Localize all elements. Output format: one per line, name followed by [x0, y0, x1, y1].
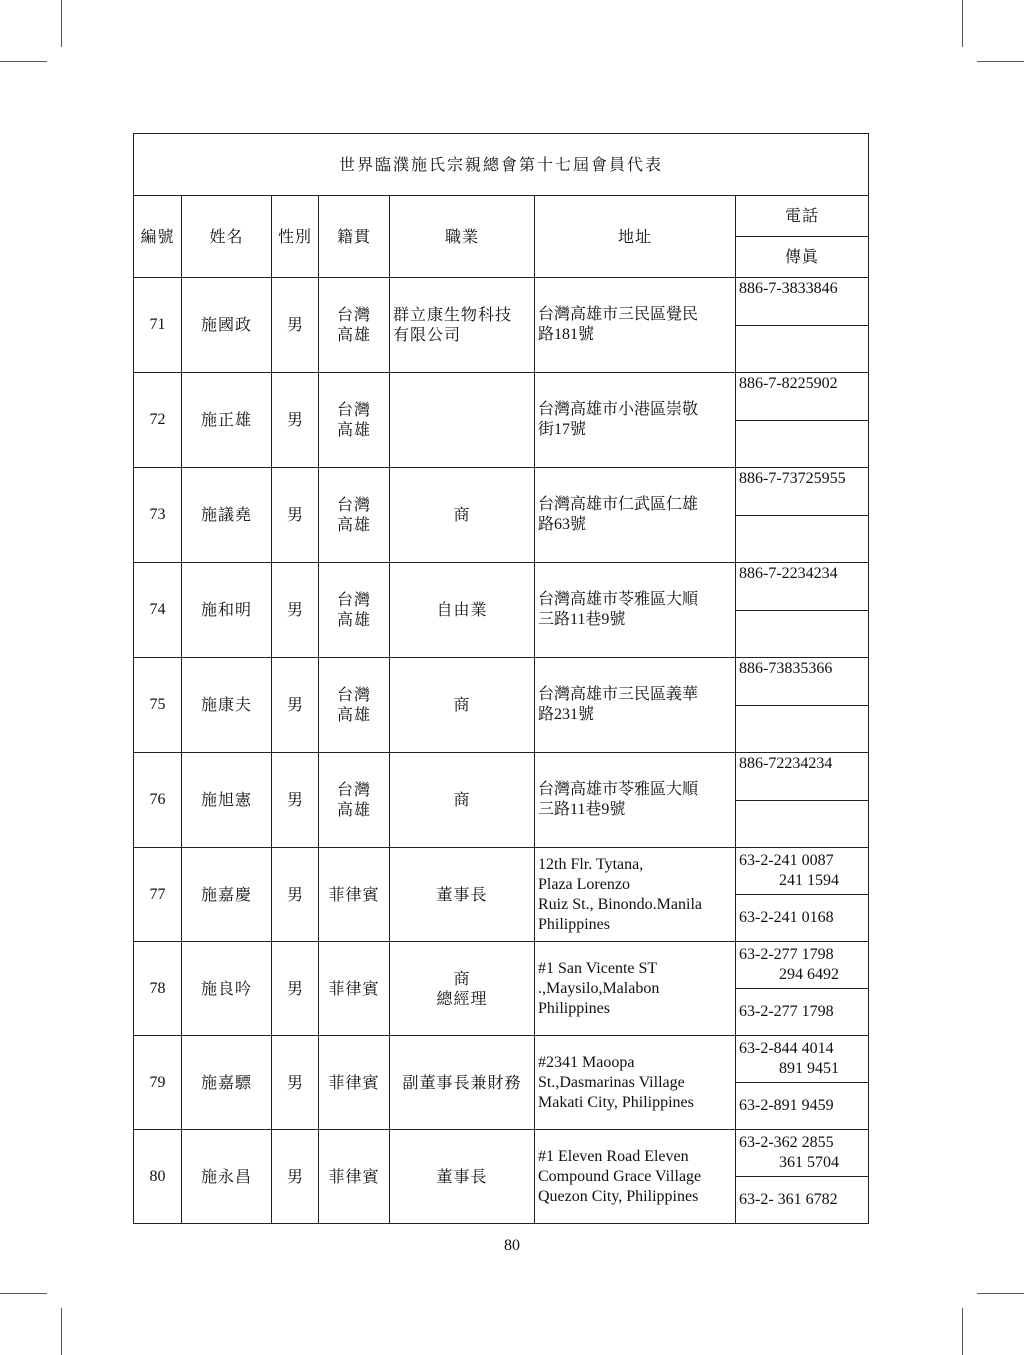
- crop-mark: [61, 0, 62, 47]
- text-line: 台灣: [336, 780, 371, 799]
- phone-line: 294 6492: [779, 966, 839, 983]
- text-line: 台灣: [336, 400, 371, 419]
- member-phone: [736, 1036, 869, 1083]
- member-occupation: [390, 1130, 535, 1224]
- member-origin: [319, 373, 390, 468]
- text-line: 三路11巷9號: [538, 801, 626, 818]
- text-line: 商: [453, 695, 471, 714]
- member-address: [535, 563, 736, 658]
- member-name: 施良吟: [182, 942, 272, 1036]
- text-line: Quezon City, Philippines: [538, 1187, 699, 1205]
- member-origin: [319, 563, 390, 658]
- member-address: [535, 658, 736, 753]
- text-line: 商: [453, 505, 471, 524]
- text-line: 三路11巷9號: [538, 611, 626, 628]
- member-gender: 男: [272, 1130, 319, 1224]
- text-line: 菲律賓: [328, 978, 380, 998]
- member-gender: 男: [272, 942, 319, 1036]
- crop-mark: [61, 1308, 62, 1355]
- table-row: [134, 373, 869, 421]
- phone-line: 63-2-362 2855: [739, 1134, 834, 1151]
- member-address: [535, 373, 736, 468]
- text-line: 台灣高雄市仁武區仁雄: [538, 496, 699, 513]
- member-address: [535, 278, 736, 373]
- text-line: 高雄: [336, 800, 371, 819]
- member-fax: [736, 706, 869, 753]
- text-line: 路63號: [538, 516, 587, 533]
- phone-line: 886-7-73725955: [739, 470, 846, 487]
- header-address: 地址: [535, 196, 736, 278]
- member-no: 80: [134, 1130, 182, 1224]
- member-address: [535, 942, 736, 1036]
- member-occupation: [390, 942, 535, 1036]
- table-row: [134, 848, 869, 895]
- text-line: 商: [453, 790, 471, 809]
- member-phone: [736, 278, 869, 326]
- text-line: 有限公司: [393, 325, 462, 344]
- member-gender: 男: [272, 753, 319, 848]
- phone-line: 241 1594: [779, 872, 839, 889]
- member-no: 71: [134, 278, 182, 373]
- text-line: 台灣高雄市三民區覺民: [538, 306, 699, 323]
- text-line: Ruiz St., Binondo.Manila: [538, 895, 702, 913]
- member-address: [535, 753, 736, 848]
- table-row: [134, 753, 869, 801]
- text-line: 12th Flr. Tytana,: [538, 855, 644, 873]
- text-line: .,Maysilo,Malabon: [538, 979, 660, 997]
- phone-line: 63-2-844 4014: [739, 1040, 834, 1057]
- member-name: 施康夫: [182, 658, 272, 753]
- member-occupation: [390, 373, 535, 468]
- text-line: 自由業: [436, 600, 488, 619]
- member-name: 施旭憲: [182, 753, 272, 848]
- member-phone: [736, 658, 869, 706]
- member-phone: [736, 753, 869, 801]
- member-no: 75: [134, 658, 182, 753]
- member-address: [535, 1036, 736, 1130]
- text-line: 高雄: [336, 420, 371, 439]
- text-line: 街17號: [538, 421, 587, 438]
- member-gender: 男: [272, 848, 319, 942]
- member-no: 78: [134, 942, 182, 1036]
- member-origin: [319, 1130, 390, 1224]
- member-origin: [319, 753, 390, 848]
- text-line: 群立康生物科技: [393, 305, 513, 324]
- phone-line: 63-2-241 0087: [739, 852, 834, 869]
- member-address: [535, 848, 736, 942]
- member-fax: 63-2- 361 6782: [736, 1177, 869, 1224]
- member-no: 74: [134, 563, 182, 658]
- member-fax: [736, 516, 869, 563]
- crop-mark: [977, 1293, 1024, 1294]
- member-origin: [319, 278, 390, 373]
- text-line: 台灣高雄市三民區義華: [538, 686, 699, 703]
- member-phone: [736, 468, 869, 516]
- phone-line: 63-2-277 1798: [739, 946, 834, 963]
- text-line: 菲律賓: [328, 1072, 380, 1092]
- phone-line: 361 5704: [779, 1154, 839, 1171]
- member-gender: 男: [272, 278, 319, 373]
- text-line: Compound Grace Village: [538, 1167, 702, 1185]
- member-fax: 63-2-241 0168: [736, 895, 869, 942]
- member-origin: [319, 1036, 390, 1130]
- member-name: 施和明: [182, 563, 272, 658]
- text-line: 高雄: [336, 610, 371, 629]
- phone-line: 886-7-2234234: [739, 565, 838, 582]
- member-name: 施嘉慶: [182, 848, 272, 942]
- crop-mark: [0, 61, 47, 62]
- member-fax: 63-2-277 1798: [736, 989, 869, 1036]
- header-phone: 電話: [736, 196, 869, 237]
- header-fax: 傳眞: [736, 237, 869, 278]
- member-gender: 男: [272, 468, 319, 563]
- member-occupation: [390, 1036, 535, 1130]
- member-no: 76: [134, 753, 182, 848]
- text-line: 董事長: [436, 1166, 488, 1186]
- page-title: 世界臨濮施氏宗親總會第十七屆會員代表: [134, 134, 869, 196]
- crop-mark: [962, 1308, 963, 1355]
- text-line: 台灣: [336, 590, 371, 609]
- text-line: 路181號: [538, 326, 595, 343]
- member-address: [535, 468, 736, 563]
- member-name: 施正雄: [182, 373, 272, 468]
- text-line: 台灣高雄市小港區崇敬: [538, 401, 699, 418]
- text-line: 台灣: [336, 495, 371, 514]
- member-phone: [736, 942, 869, 989]
- phone-line: 886-73835366: [739, 660, 833, 677]
- text-line: 總經理: [436, 988, 488, 1008]
- table-row: [134, 278, 869, 326]
- member-occupation: [390, 848, 535, 942]
- member-origin: [319, 658, 390, 753]
- member-occupation: [390, 658, 535, 753]
- table-row: [134, 1130, 869, 1177]
- member-gender: 男: [272, 563, 319, 658]
- text-line: 台灣: [336, 305, 371, 324]
- member-fax: [736, 611, 869, 658]
- text-line: 台灣高雄市苓雅區大順: [538, 781, 699, 798]
- member-occupation: [390, 278, 535, 373]
- member-gender: 男: [272, 658, 319, 753]
- member-no: 72: [134, 373, 182, 468]
- table-row: [134, 563, 869, 611]
- text-line: #1 Eleven Road Eleven: [538, 1147, 689, 1165]
- header-occupation: 職業: [390, 196, 535, 278]
- member-fax: 63-2-891 9459: [736, 1083, 869, 1130]
- member-occupation: [390, 753, 535, 848]
- member-gender: 男: [272, 1036, 319, 1130]
- table-row: [134, 658, 869, 706]
- member-fax: [736, 421, 869, 468]
- member-occupation: [390, 468, 535, 563]
- member-fax: [736, 326, 869, 373]
- text-line: 高雄: [336, 705, 371, 724]
- member-origin: [319, 942, 390, 1036]
- phone-line: 891 9451: [779, 1060, 839, 1077]
- text-line: 台灣高雄市苓雅區大順: [538, 591, 699, 608]
- member-phone: [736, 563, 869, 611]
- crop-mark: [0, 1293, 47, 1294]
- text-line: Makati City, Philippines: [538, 1093, 694, 1111]
- text-line: Philippines: [538, 915, 611, 933]
- member-table: [133, 133, 869, 1224]
- member-occupation: [390, 563, 535, 658]
- text-line: 台灣: [336, 685, 371, 704]
- header-origin: 籍貫: [319, 196, 390, 278]
- text-line: 商: [453, 968, 471, 988]
- phone-line: 886-7-3833846: [739, 280, 838, 297]
- text-line: 董事長: [436, 884, 488, 904]
- phone-line: 886-72234234: [739, 755, 833, 772]
- crop-mark: [962, 0, 963, 47]
- member-phone: [736, 848, 869, 895]
- member-name: 施嘉驃: [182, 1036, 272, 1130]
- text-line: 路231號: [538, 706, 595, 723]
- text-line: Plaza Lorenzo: [538, 875, 630, 893]
- table-row: [134, 468, 869, 516]
- header-no: 編號: [134, 196, 182, 278]
- member-phone: [736, 1130, 869, 1177]
- table-row: [134, 1036, 869, 1083]
- text-line: St.,Dasmarinas Village: [538, 1073, 685, 1091]
- header-name: 姓名: [182, 196, 272, 278]
- phone-line: 886-7-8225902: [739, 375, 838, 392]
- text-line: 副董事長兼財務: [402, 1072, 522, 1092]
- text-line: Philippines: [538, 999, 611, 1017]
- text-line: 菲律賓: [328, 1166, 380, 1186]
- member-name: 施議堯: [182, 468, 272, 563]
- member-phone: [736, 373, 869, 421]
- member-no: 77: [134, 848, 182, 942]
- crop-mark: [977, 61, 1024, 62]
- member-name: 施國政: [182, 278, 272, 373]
- page-number: 80: [504, 1237, 520, 1254]
- text-line: 高雄: [336, 515, 371, 534]
- member-gender: 男: [272, 373, 319, 468]
- text-line: #1 San Vicente ST: [538, 959, 658, 977]
- member-no: 73: [134, 468, 182, 563]
- text-line: 菲律賓: [328, 884, 380, 904]
- table-row: [134, 942, 869, 989]
- member-no: 79: [134, 1036, 182, 1130]
- text-line: #2341 Maoopa: [538, 1053, 635, 1071]
- member-address: [535, 1130, 736, 1224]
- member-fax: [736, 801, 869, 848]
- header-gender: 性別: [272, 196, 319, 278]
- member-origin: [319, 468, 390, 563]
- text-line: 高雄: [336, 325, 371, 344]
- member-name: 施永昌: [182, 1130, 272, 1224]
- member-origin: [319, 848, 390, 942]
